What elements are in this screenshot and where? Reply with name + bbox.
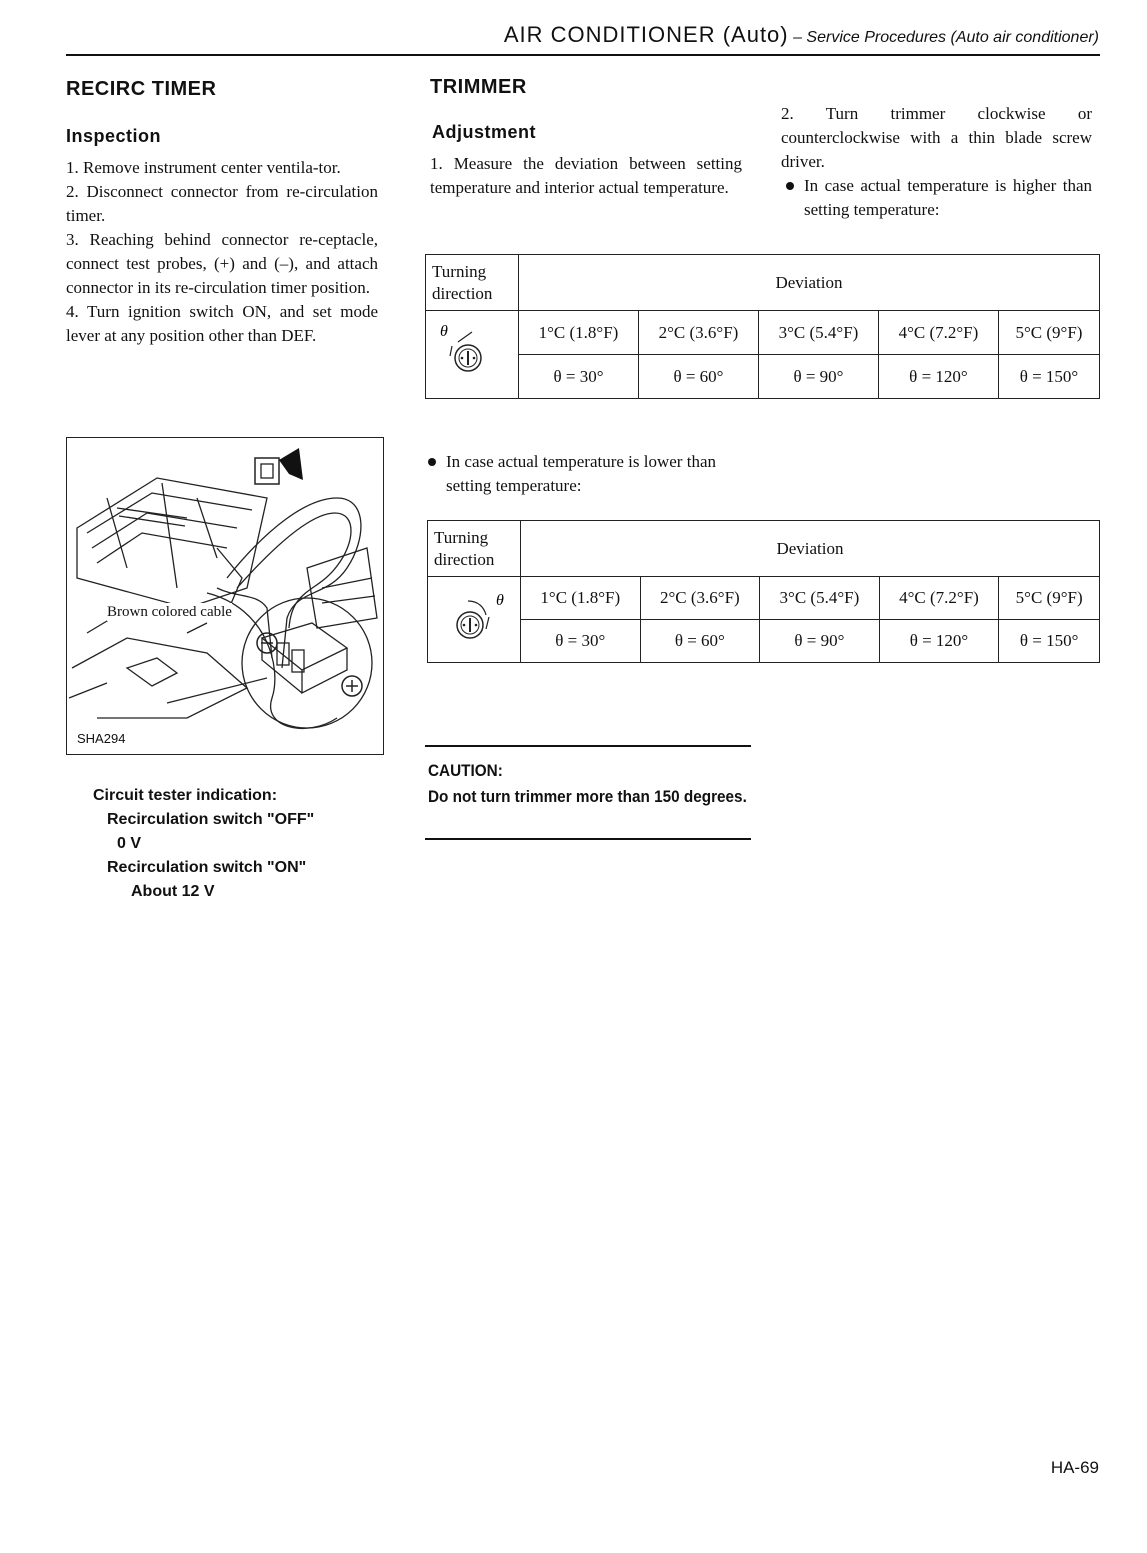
deviation-cell: 4°C (7.2°F) bbox=[878, 311, 998, 355]
angle-cell: θ = 90° bbox=[760, 620, 880, 663]
recirc-timer-figure bbox=[66, 437, 384, 755]
trimmer-table-lower bbox=[427, 520, 1100, 663]
trimmer-subheading: Adjustment bbox=[432, 122, 536, 142]
deviation-cell: 4°C (7.2°F) bbox=[879, 577, 999, 620]
angle-cell: θ = 150° bbox=[998, 355, 1099, 399]
caution-title: CAUTION: bbox=[428, 761, 503, 780]
recirc-subheading: Inspection bbox=[66, 126, 162, 146]
deviation-cell: 5°C (9°F) bbox=[999, 577, 1100, 620]
bullet-higher bbox=[786, 174, 1092, 222]
recirc-step-1: 1. Remove instrument center ventila-tor. bbox=[66, 158, 341, 177]
table-header-deviation: Deviation bbox=[519, 255, 1100, 311]
bullet-dot bbox=[786, 182, 794, 190]
trimmer-table-higher bbox=[425, 254, 1100, 399]
header-dash: – bbox=[788, 29, 807, 46]
deviation-cell: 2°C (3.6°F) bbox=[640, 577, 760, 620]
deviation-cell: 1°C (1.8°F) bbox=[519, 311, 639, 355]
caution-rule-bottom bbox=[425, 838, 751, 840]
angle-cell: θ = 30° bbox=[519, 355, 639, 399]
clockwise-direction-cell bbox=[426, 311, 519, 399]
angle-cell: θ = 150° bbox=[999, 620, 1100, 663]
deviation-cell: 3°C (5.4°F) bbox=[760, 577, 880, 620]
angle-cell: θ = 60° bbox=[640, 620, 760, 663]
angle-cell: θ = 30° bbox=[521, 620, 641, 663]
page-header bbox=[504, 22, 1099, 48]
arrow-icon bbox=[255, 448, 303, 484]
angle-cell: θ = 120° bbox=[879, 620, 999, 663]
tester-off-value: 0 V bbox=[117, 835, 142, 852]
trimmer-heading: TRIMMER bbox=[430, 76, 527, 98]
angle-cell: θ = 120° bbox=[878, 355, 998, 399]
trimmer-counterclockwise-icon bbox=[434, 577, 514, 657]
bullet-higher-text: In case actual temperature is higher than setting temperature: bbox=[804, 176, 1092, 219]
trimmer-step-1: 1. Measure the deviation between setting temperature and interior actual temperature. bbox=[430, 154, 742, 197]
figure-label: SHA294 bbox=[77, 731, 126, 746]
header-subtitle: Service Procedures (Auto air conditioner) bbox=[806, 29, 1099, 46]
bullet-dot bbox=[428, 458, 436, 466]
theta-label: θ bbox=[440, 323, 448, 340]
page-number: HA-69 bbox=[1050, 1458, 1099, 1477]
table-header-direction: Turning direction bbox=[426, 255, 519, 311]
tester-on-value: About 12 V bbox=[131, 883, 215, 900]
table-header-direction: Turning direction bbox=[428, 521, 521, 577]
caution-text: Do not turn trimmer more than 150 degrees. bbox=[428, 787, 747, 806]
caution-rule-top bbox=[425, 745, 751, 747]
recirc-step-4: 4. Turn ignition switch ON, and set mode lever at any position other than DEF. bbox=[66, 302, 378, 345]
angle-cell: θ = 90° bbox=[758, 355, 878, 399]
recirc-heading: RECIRC TIMER bbox=[66, 78, 217, 100]
table-header-deviation: Deviation bbox=[521, 521, 1100, 577]
tester-title: Circuit tester indication: bbox=[93, 787, 278, 804]
tester-on-label: Recirculation switch "ON" bbox=[107, 859, 307, 876]
trimmer-clockwise-icon bbox=[432, 312, 512, 392]
caution-block bbox=[428, 758, 752, 810]
recirc-step-3: 3. Reaching behind connector re-ceptacle, connect test probes, (+) and (–), and attach connector in its re-circulation timer position. bbox=[66, 230, 378, 297]
tester-off-label: Recirculation switch "OFF" bbox=[107, 811, 315, 828]
dashboard-illustration bbox=[67, 438, 382, 753]
angle-cell: θ = 60° bbox=[638, 355, 758, 399]
deviation-cell: 3°C (5.4°F) bbox=[758, 311, 878, 355]
deviation-cell: 2°C (3.6°F) bbox=[638, 311, 758, 355]
brown-cable-callout: Brown colored cable bbox=[107, 604, 232, 620]
recirc-steps bbox=[66, 156, 378, 348]
bullet-lower-text: In case actual temperature is lower than setting temperature: bbox=[446, 452, 716, 495]
deviation-cell: 5°C (9°F) bbox=[998, 311, 1099, 355]
theta-label: θ bbox=[496, 592, 504, 609]
header-title: AIR CONDITIONER (Auto) bbox=[503, 22, 789, 47]
recirc-step-2: 2. Disconnect connector from re-circulation timer. bbox=[66, 182, 378, 225]
trimmer-step-2: 2. Turn trimmer clockwise or counterclockwise with a thin blade screw driver. bbox=[781, 104, 1092, 171]
header-rule bbox=[66, 54, 1100, 56]
counterclockwise-direction-cell bbox=[428, 577, 521, 663]
deviation-cell: 1°C (1.8°F) bbox=[521, 577, 641, 620]
bullet-lower bbox=[428, 450, 748, 498]
